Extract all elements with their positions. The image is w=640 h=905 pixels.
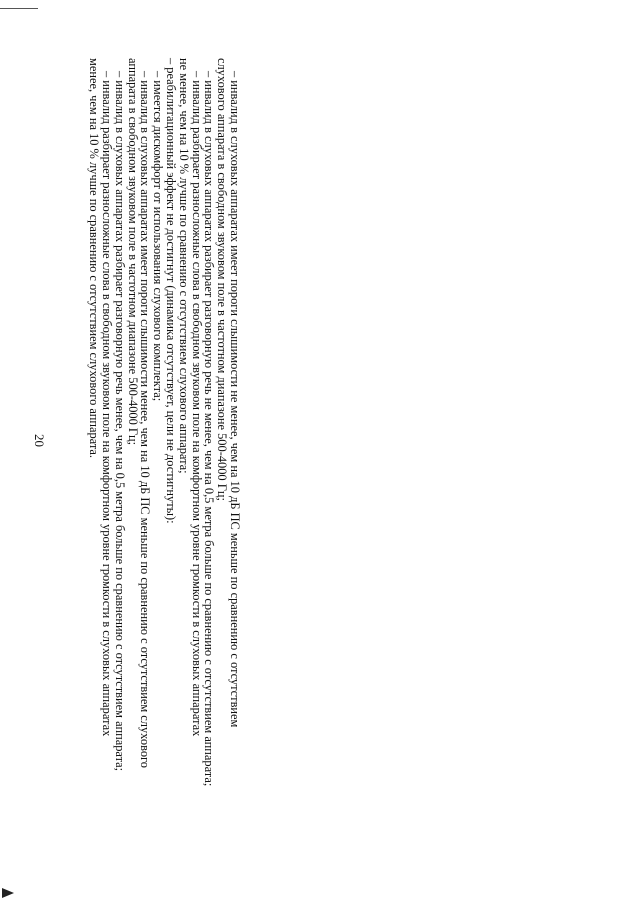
top-rule-divider [0, 8, 38, 9]
text-line: менее, чем на 10 % лучше по сравнению с отсутствием слухового аппарата. [87, 58, 102, 459]
text-line: слухового аппарата в свободном звуковом поле в частотном диапазоне 500-4000 Гц; [215, 58, 230, 501]
text-line: – реабилитационный эффект не достигнут (динамика отсутствует, цели не достигнуты): [164, 58, 179, 524]
text-line: – имеется дискомфорт от использования слухового комплекта; [151, 71, 166, 402]
text-line: не менее, чем на 10 % лучше по сравнению с отсутствием слухового аппарата; [176, 58, 191, 474]
document-body [87, 58, 241, 803]
text-line: аппарата в свободном звуковом поле в частотном диапазоне 500-4000 Гц; [125, 58, 140, 446]
text-line: – инвалид в слуховых аппаратах разбирает разговорную речь не менее, чем на 0,5 метра больше по сравнению с отсутствием аппарата; [202, 71, 217, 787]
text-line: – инвалид разбирает разносложные слова в свободном звуковом поле на комфортном уровне громкости в слуховых аппаратах [189, 71, 204, 737]
text-line: – инвалид в слуховых аппаратах имеет пороги слышимости менее, чем на 10 дБ ПС меньше по сравнению с отсутствием слухового [138, 71, 153, 768]
text-line: – инвалид в слуховых аппаратах имеет пороги слышимости не менее, чем на 10 дБ ПС меньше по сравнению с отсутствием [228, 71, 242, 728]
page-number: 20 [32, 434, 47, 447]
text-line: – инвалид разбирает разносложные слова в свободном звуковом поле на комфортном уровне громкости в слуховых аппаратах [100, 71, 115, 737]
corner-mark-icon [2, 888, 14, 898]
text-line: – инвалид в слуховых аппаратах разбирает разговорную речь менее, чем на 0,5 метра больше по сравнению с отсутствием аппарата; [112, 71, 127, 772]
